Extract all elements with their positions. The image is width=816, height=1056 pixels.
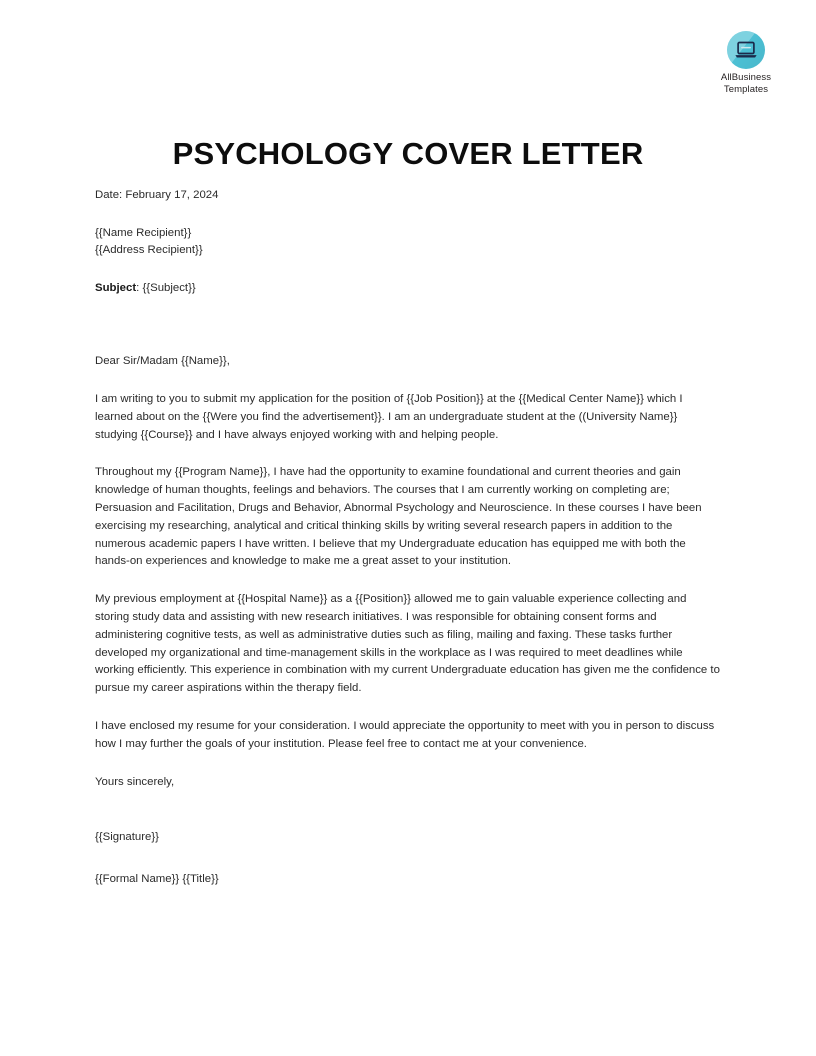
subject-line xyxy=(95,280,721,298)
closing-line: Yours sincerely, xyxy=(95,775,175,788)
paragraph-1: I am writing to you to submit my application for the position of {{Job Position}} at the {{Medical Center Name}} which I learned about on the {{Were you find the advertisement}}. I am an undergraduate student at the ((University Name}} studying {{Course}} and I have always enjoyed working with and helping people. xyxy=(95,392,683,441)
spacer xyxy=(95,260,721,280)
brand-name xyxy=(698,72,794,95)
paragraph-4: I have enclosed my resume for your consideration. I would appreciate the opportunity to meet with you in person to discuss how I may further the goals of your institution. Please feel free to contact me at your convenience. xyxy=(95,719,715,750)
spacer xyxy=(95,336,721,353)
spacer xyxy=(95,297,721,336)
recipient-name: {{Name Recipient}} xyxy=(95,226,192,239)
brand-name-line2: Templates xyxy=(723,83,769,95)
paragraph-3: My previous employment at {{Hospital Name}} as a {{Position}} allowed me to gain valuable experience collecting and storing study data and assisting with new research initiatives. I was responsible for obtaining consent forms and administering cognitive tests, as well as administrative duties such as filing, mailing and faxing. These tasks further developed my organizational and time-management skills in the workplace as I was required to meet deadlines while working efficiently. This experience in combination with my current Undergraduate education has given me the confidence to pursue my career aspirations within the therapy field. xyxy=(95,593,720,695)
date-line: Date: February 17, 2024 xyxy=(95,189,219,201)
page-title: PSYCHOLOGY COVER LETTER xyxy=(172,135,644,171)
spacer xyxy=(95,698,721,718)
spacer xyxy=(95,444,721,464)
name-title-line: {{Formal Name}} {{Title}} xyxy=(95,872,219,885)
letter-body xyxy=(95,187,721,888)
signature-placeholder: {{Signature}} xyxy=(95,831,159,844)
brand-name-line1: AllBusiness xyxy=(720,72,772,83)
spacer xyxy=(95,571,721,591)
subject-separator: : xyxy=(136,281,143,294)
recipient-address: {{Address Recipient}} xyxy=(95,244,203,257)
subject-label: Subject xyxy=(95,281,137,294)
salutation: Dear Sir/Madam {{Name}}, xyxy=(95,355,230,368)
subject-value: {{Subject}} xyxy=(142,281,196,294)
paragraph-2: Throughout my {{Program Name}}, I have had the opportunity to examine foundational and current theories and gain knowledge of human thoughts, feelings and behaviors. The courses that I am currently working on completing are; Persuasion and Facilitation, Drugs and Behavior, Abnormal Psychology and Neuroscience. In these courses I have been exercising my researching, analytical and critical thinking skills by writing several research papers in addition to the numerous academic papers I have written. I believe that my Undergraduate education has equipped me with both the hands-on experiences and knowledge to make me a great asset to your institution. xyxy=(95,466,702,568)
brand-logo xyxy=(698,31,794,95)
spacer xyxy=(95,847,721,871)
spacer xyxy=(95,371,721,391)
spacer xyxy=(95,754,721,774)
laptop-icon xyxy=(727,31,765,69)
spacer xyxy=(95,205,721,225)
spacer xyxy=(95,791,721,829)
